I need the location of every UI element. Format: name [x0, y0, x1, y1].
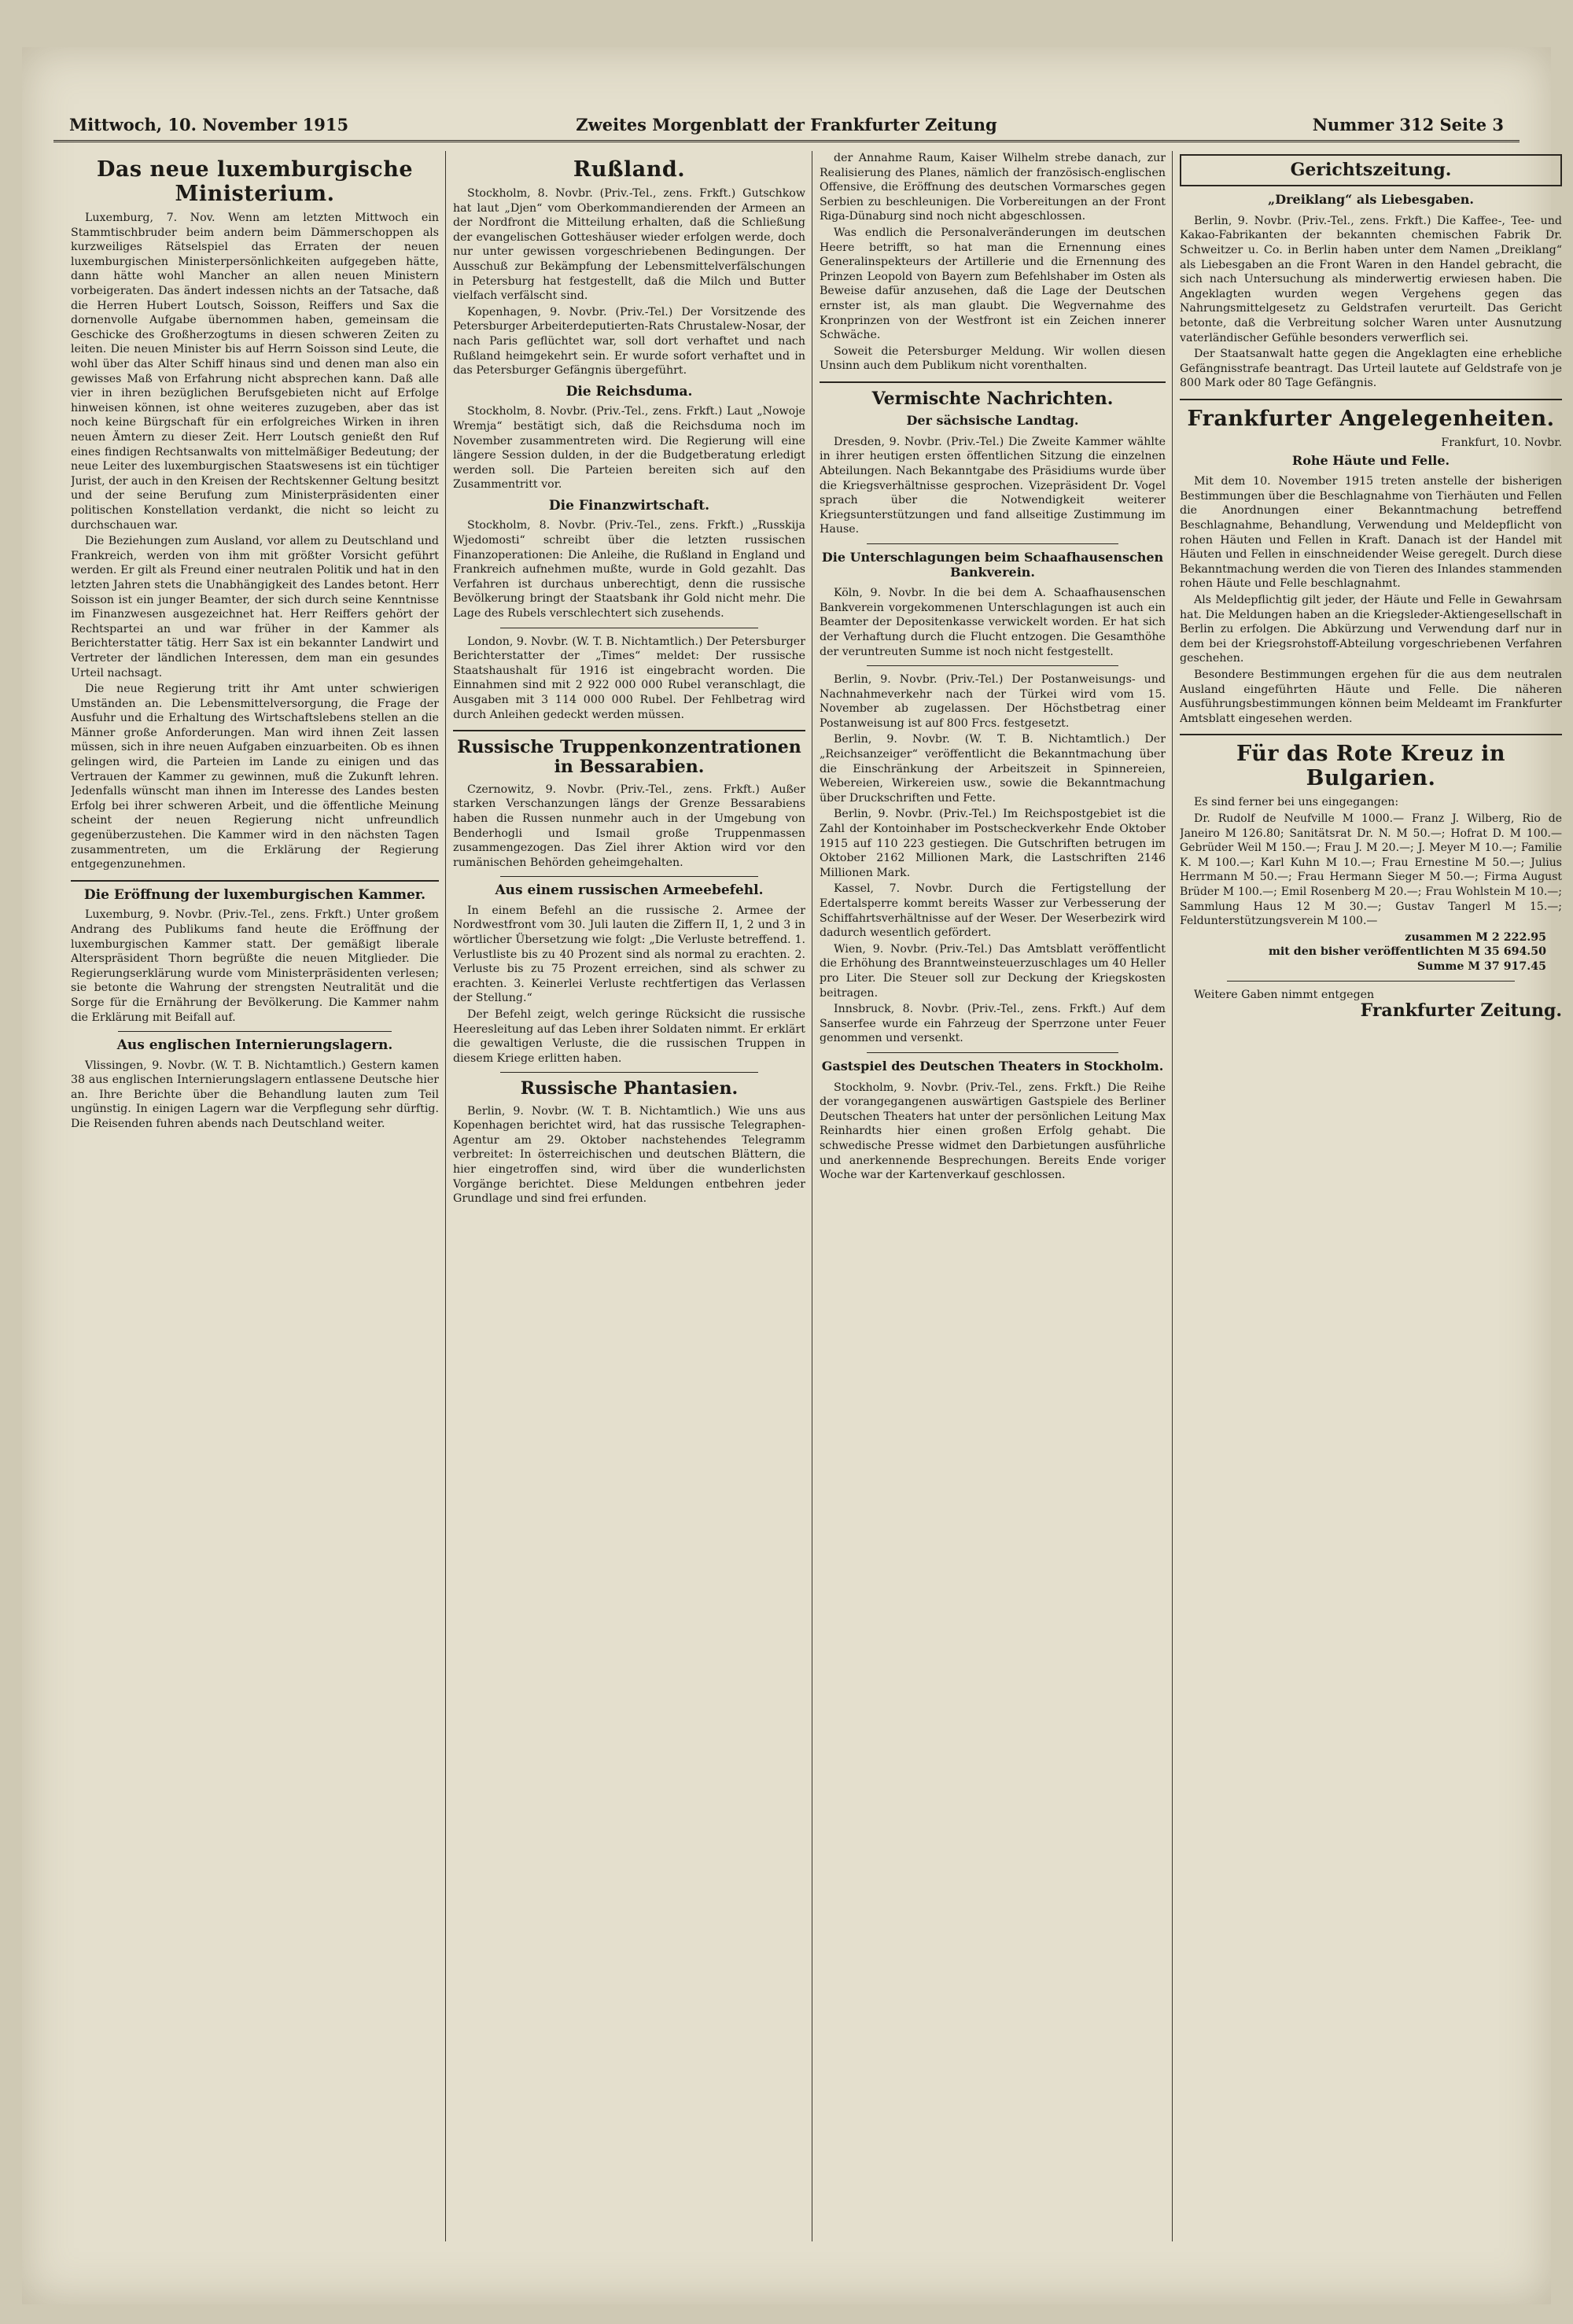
section-rule [867, 1052, 1118, 1053]
section-rule [500, 876, 758, 877]
column-1 [71, 151, 439, 2249]
article-subtitle: „Dreiklang“ als Liebesgaben. [1268, 192, 1474, 208]
article-title: Russische Truppenkonzentrationen in Bessarabien. [457, 737, 801, 778]
article-body: In einem Befehl an die russische 2. Armee der Nordwestfront vom 30. Juli lauten die Ziffern II, 1, 2 und 3 in wörtlicher Übersetzung wie folgt: „Die Verluste betreffend. 1. Verlustliste bis zu 40 Prozent sind als normal zu erachten. 2. Verluste bis zu 75 Prozent erreichen, sind als schwer zu erachten. 3. Keinerlei Verluste rechtfertigen das Verlassen der Stellung.“ [453, 904, 805, 1005]
section-rule [453, 730, 805, 731]
section-title: Vermischte Nachrichten. [871, 388, 1114, 409]
header-page-number: Nummer 312 Seite 3 [1312, 115, 1504, 134]
section-title: Gerichtszeitung. [1290, 160, 1452, 180]
section-rule [1180, 399, 1562, 400]
article-title: Die Eröffnung der luxemburgischen Kammer. [83, 886, 426, 903]
article-subtitle: Die Unterschlagungen beim Schaafhausenschen Bankverein. [821, 549, 1164, 580]
article-title: Russische Phantasien. [520, 1078, 739, 1099]
article-body: Vlissingen, 9. Novbr. (W. T. B. Nichtamtlich.) Gestern kamen 38 aus englischen Internierungslagern entlassene Deutsche hier an. Ihre Berichte über die Behandlung lauten zum Teil ungünstig. In einigen Lagern war die Verpflegung sehr dürftig. Die Reisenden fuhren abends nach Deutschland weiter. [71, 1059, 439, 1131]
donation-sum: Summe M 37 917.45 [1416, 959, 1546, 973]
section-title: Frankfurter Angelegenheiten. [1187, 407, 1555, 432]
dateline: Frankfurt, 10. Novbr. [1441, 436, 1562, 450]
article-body: Die Beziehungen zum Ausland, vor allem zu Deutschland und Frankreich, werden von ihm mit größter Vorsicht geführt werden. Er gilt als Freund einer neutralen Politik und hat in den letzten Jahren stets die Unabhängigkeit des Landes betont. Herr Soisson ist ein junger Beamter, der sich durch seine Kenntnisse im Finanzwesen ausgezeichnet hat. Herr Reiffers gehört der Rechtspartei an und war früher in der Kammer als Berichterstatter tätig. Herr Sax ist ein bekannter Landwirt und Vertreter der ländlichen Interessen, dem man ein gesundes Urteil nachsagt. [71, 535, 439, 680]
article-body: Luxemburg, 7. Nov. Wenn am letzten Mittwoch ein Stammtischbruder beim andern beim Dämmerschoppen als kurzweiliges Rätselspiel das Erraten der neuen luxemburgischen Ministerpersönlichkeiten aufgegeben hätte, dann hätte wohl Mancher an allen neuen Ministern vorbeigeraten. Das ändert indessen nichts an der Tatsache, daß die Herren Hubert Loutsch, Soisson, Reiffers und Sax die dornenvolle Aufgabe übernommen haben, gemeinsam die Geschicke des Großherzogtums in diesen schweren Zeiten zu leiten. Die neuen Minister bis auf Herrn Soisson sind Leute, die wohl über das Alter Schiff hinaus sind und denen man also ein gewisses Maß von Erfahrung nicht absprechen kann. Daß alle vier in ihren bezüglichen Berufsgebieten nicht auf Erfolge hinweisen können, ist ohne weiteres zuzugeben, aber das ist noch keine Bürgschaft für ein erfolgreiches Wirken in ihren neuen Ämtern zu dieser Zeit. Herr Loutsch genießt den Ruf eines findigen Rechtsanwalts von mittelmäßiger Bedeutung; der neue Leiter des luxemburgischen Staatswesens ist ein tüchtiger Jurist, der auch in den Kreisen der Rechtskenner Geltung besitzt und der seine Berufung zum Ministerpräsidenten einer politischen Konstellation verdankt, die nicht so leicht zu durchschauen war. [71, 212, 439, 532]
article-subtitle: Gastspiel des Deutschen Theaters in Stockholm. [821, 1058, 1164, 1074]
article-body: Die neue Regierung tritt ihr Amt unter schwierigen Umständen an. Die Lebensmittelversorgung, die Frage der Ausfuhr und die Erhaltung des Wirtschaftslebens stellen an die Männer große Anforderungen. Man wird ihnen Zeit lassen müssen, sich in ihre neuen Aufgaben einzuarbeiten. Ob es ihnen gelingen wird, die Parteien im Lande zu einigen und das Vertrauen der Kammer zu gewinnen, muß die Zukunft lehren. Jedenfalls wünscht man ihnen im Interesse des Landes besten Erfolg bei ihrer schweren Arbeit, und die öffentliche Meinung scheint der neuen Regierung nicht unfreundlich gegenüberzustehen. Die Kammer wird in den nächsten Tagen zusammentreten, um die Erklärung der Regierung entgegenzunehmen. [71, 683, 439, 871]
section-rule [867, 543, 1118, 544]
newspaper-page [22, 47, 1562, 2304]
header-date: Mittwoch, 10. November 1915 [69, 115, 349, 134]
article-body: Stockholm, 8. Novbr. (Priv.-Tel., zens. Frkft.) Laut „Nowoje Wremja“ bestätigt sich, daß die Reichsduma noch im November zusammentreten wird. Die Regierung will eine längere Session dulden, in der die Budgetberatung erledigt werden soll. Die Parteien bereiten sich auf den Zusammentritt vor. [453, 405, 805, 492]
article-body: Es sind ferner bei uns eingegangen: [1194, 796, 1399, 809]
section-rule [820, 381, 1166, 383]
article-title: Aus einem russischen Armeebefehl. [495, 882, 764, 899]
section-rule [118, 1031, 392, 1032]
section-rule [71, 880, 439, 882]
article-subtitle: Rohe Häute und Felle. [1291, 452, 1450, 468]
article-body: Kopenhagen, 9. Novbr. (Priv.-Tel.) Der Vorsitzende des Petersburger Arbeiterdeputierten-Rats Chrustalew-Nosar, der nach Paris geflüchtet war, soll dort verhaftet und nach Rußland heimgekehrt sein. Er wurde sofort verhaftet und in das Petersburger Gefängnis übergeführt. [453, 305, 805, 378]
article-body: London, 9. Novbr. (W. T. B. Nichtamtlich.) Der Petersburger Berichterstatter der „Times“ meldet: Der russische Staatshaushalt für 1916 ist eingebracht worden. Die Einnahmen sind mit 2 922 000 000 Rubel veranschlagt, die Ausgaben mit 3 114 000 000 Rubel. Der Fehlbetrag wird durch Anleihen gedeckt werden müssen. [453, 635, 805, 721]
article-body: Stockholm, 8. Novbr. (Priv.-Tel., zens. Frkft.) Gutschkow hat laut „Djen“ vom Oberkommandierenden der Armeen an der Nordfront die Mitteilung erhalten, daß die Schließung der evangelischen Gotteshäuser wieder erfolgen werde, doch nur unter gewissen vorgeschriebenen Bedingungen. Der Ausschuß zur Bekämpfung der Lebensmittelverfälschungen in Petersburg hat festgestellt, daß die Milch und Butter vielfach verfälscht sind. [453, 187, 805, 303]
section-rule [867, 665, 1118, 666]
header-paper-title: Zweites Morgenblatt der Frankfurter Zeitung [576, 115, 997, 134]
article-body: Kassel, 7. Novbr. Durch die Fertigstellung der Edertalsperre kommt bereits Wasser zur Verbesserung der Schiffahrtsverhältnisse auf der Weser. Der Weserbezirk wird dadurch wesentlich gefördert. [820, 882, 1166, 940]
article-title: Das neue luxemburgische Ministerium. [96, 157, 414, 207]
article-body: Stockholm, 9. Novbr. (Priv.-Tel., zens. Frkft.) Die Reihe der vorangegangenen auswärtigen Gastspiele des Berliner Deutschen Theaters hat unter der persönlichen Leitung Max Reinhardts hier einen großen Erfolg gehabt. Die schwedische Presse widmet den Darbietungen ausführliche und anerkennende Besprechungen. Bereits Ende voriger Woche war der Kartenverkauf geschlossen. [820, 1081, 1166, 1182]
article-body: Besondere Bestimmungen ergehen für die aus dem neutralen Ausland eingeführten Häute und Felle. Die näheren Ausführungsbestimmungen können beim Meldeamt im Frankfurter Amtsblatt eingesehen werden. [1180, 668, 1562, 725]
section-rule [1180, 734, 1562, 735]
article-body: Als Meldepflichtig gilt jeder, der Häute und Felle in Gewahrsam hat. Die Meldungen haben an die Kriegsleder-Aktiengesellschaft in Berlin zu erfolgen. Die Abkürzung und Verwendung darf nur in dem bei der Kriegsrohstoff-Abteilung vorgeschriebenen Verfahren geschehen. [1180, 594, 1562, 665]
article-title: Rußland. [573, 157, 686, 182]
section-title: Für das Rote Kreuz in Bulgarien. [1236, 742, 1506, 791]
section-box [1180, 154, 1562, 186]
article-body: Berlin, 9. Novbr. (Priv.-Tel.) Im Reichspostgebiet ist die Zahl der Kontoinhaber im Postscheckverkehr Ende Oktober 1915 auf 110 223 gestiegen. Die Gutschriften betrugen im Oktober 2162 Millionen Mark, die Lastschriften 2146 Millionen Mark. [820, 808, 1166, 879]
article-body: Czernowitz, 9. Novbr. (Priv.-Tel., zens. Frkft.) Außer starken Verschanzungen längs der Grenze Bessarabiens haben die Russen nunmehr auch in der Umgebung von Benderhogli und Ismail große Truppenmassen zusammengezogen. Das Ziel ihrer Aktion wird vor den rumänischen Behörden geheimgehalten. [453, 783, 805, 869]
article-body: Was endlich die Personalveränderungen im deutschen Heere betrifft, so hat man die Ernennung eines Generalinspekteurs der Artillerie und die Ernennung des Prinzen Leopold von Bayern zum Befehlshaber im Osten als Beweise dafür anzusehen, daß die Lage der Deutschen ernster ist, als man glaubt. Die Wegvernahme des Kronprinzen von der Westfront ist ein Zeichen innerer Schwäche. [820, 226, 1166, 342]
donation-previous: mit den bisher veröffentlichten M 35 694.50 [1268, 945, 1546, 959]
article-body: Der Befehl zeigt, welch geringe Rücksicht die russische Heeresleitung auf das Leben ihrer Soldaten nimmt. Er erklärt die gewaltigen Verluste, die die russischen Truppen in diesem Kriege erlitten haben. [453, 1008, 805, 1065]
article-body: Dresden, 9. Novbr. (Priv.-Tel.) Die Zweite Kammer wählte in ihrer heutigen ersten öffentlichen Sitzung die einzelnen Abteilungen. Nach Bekanntgabe des Präsidiums wurde über die Kriegsverhältnisse gesprochen. Vizepräsident Dr. Vogel sprach über die Notwendigkeit weiterer Kriegsunterstützungen und fand allseitige Zustimmung im Hause. [820, 435, 1166, 536]
article-body: Soweit die Petersburger Meldung. Wir wollen diesen Unsinn auch dem Publikum nicht vorenthalten. [820, 344, 1166, 373]
article-body: Berlin, 9. Novbr. (Priv.-Tel.) Der Postanweisungs- und Nachnahmeverkehr nach der Türkei wird vom 15. November ab zugelassen. Der Höchstbetrag einer Postanweisung ist auf 800 Frcs. festgesetzt. [820, 673, 1166, 730]
column-divider [445, 151, 446, 2241]
article-body: der Annahme Raum, Kaiser Wilhelm strebe danach, zur Realisierung des Planes, nämlich der französisch-englischen Offensive, die Eröffnung des deutschen Vormarsches gegen Serbien zu beschleunigen. Die Vorbereitungen an der Front Riga-Dünaburg sind noch nicht abgeschlossen. [820, 152, 1166, 223]
footer-organization: Frankfurter Zeitung. [1360, 1000, 1562, 1022]
column-2 [453, 151, 805, 2249]
article-subtitle: Die Finanzwirtschaft. [548, 497, 710, 514]
article-body: Berlin, 9. Novbr. (W. T. B. Nichtamtlich.) Der „Reichsanzeiger“ veröffentlicht die Bekanntmachung über die Einschränkung der Arbeitszeit in Spinnereien, Webereien, Wirkereien usw., sowie die Bekanntmachung über Druckschriften und Fette. [820, 733, 1166, 805]
donation-list: Dr. Rudolf de Neufville M 1000.— Franz J. Wilberg, Rio de Janeiro M 126.80; Sanitätsrat Dr. N. M 50.—; Hofrat D. M 100.— Gebrüder Weil M 150.—; Frau J. M 20.—; J. Meyer M 10.—; Familie K. M 100.—; Karl Kuhn M 10.—; Frau Ernestine M 50.—; Julius Herrmann M 50.—; Frau Hermann Sieger M 50.—; Firma August Brüder M 100.—; Emil Rosenberg M 20.—; Frau Wohlstein M 10.—; Sammlung Haus 12 M 30.—; Gustav Tangerl M 15.—; Feldunterstützungsverein M 100.— [1180, 812, 1562, 928]
article-body: Köln, 9. Novbr. In die bei dem A. Schaafhausenschen Bankverein vorgekommenen Unterschlagungen ist auch ein Beamter der Depositenkasse verwickelt worden. Er hat sich der Verhaftung durch die Flucht entzogen. Die Gesamthöhe der veruntreuten Summe ist noch nicht festgestellt. [820, 587, 1166, 658]
section-rule [1227, 981, 1515, 982]
donation-subtotal: zusammen M 2 222.95 [1405, 930, 1546, 944]
article-body: Mit dem 10. November 1915 treten anstelle der bisherigen Bestimmungen über die Beschlagnahme von Tierhäuten und Fellen die Anordnungen einer Bekanntmachung betreffend Beschlagnahme, Behandlung, Verwendung und Meldepflicht von rohen Häuten und Fellen in Kraft. Danach ist der Handel mit Häuten und Fellen in einschneidender Weise geregelt. Durch diese Bekanntmachung werden die von Tieren des Inlandes stammenden rohen Häute und Felle beschlagnahmt. [1180, 475, 1562, 591]
article-body: Berlin, 9. Novbr. (Priv.-Tel., zens. Frkft.) Die Kaffee-, Tee- und Kakao-Fabrikanten der bekannten chemischen Fabrik Dr. Schweitzer u. Co. in Berlin haben unter dem Namen „Dreiklang“ als Liebesgaben an die Front Waren in den Handel gebracht, die sich nach Untersuchung als minderwertig erwiesen haben. Die Angeklagten wurden wegen Vergehens gegen das Nahrungsmittelgesetz zu Geldstrafen verurteilt. Das Gericht betonte, daß die Verbreitung solcher Waren unter Ausnutzung vaterländischer Gefühle besonders verwerflich sei. [1180, 214, 1562, 344]
article-body: Berlin, 9. Novbr. (W. T. B. Nichtamtlich.) Wie uns aus Kopenhagen berichtet wird, hat das russische Telegraphen-Agentur am 29. Oktober nachstehendes Telegramm verbreitet: In österreichischen und deutschen Blättern, die hier eingetroffen sind, wird über die wunderlichsten Vorgänge berichtet. Diese Meldungen entbehren jeder Grundlage und sind frei erfunden. [453, 1104, 805, 1206]
article-body: Wien, 9. Novbr. (Priv.-Tel.) Das Amtsblatt veröffentlicht die Erhöhung des Branntweinsteuerzuschlages um 40 Heller pro Liter. Die Steuer soll zur Deckung der Kriegskosten beitragen. [820, 942, 1166, 1000]
column-divider [1172, 151, 1173, 2241]
column-4 [1180, 151, 1562, 2249]
column-3 [820, 151, 1166, 2249]
article-subtitle: Der sächsische Landtag. [906, 413, 1079, 429]
article-title: Aus englischen Internierungslagern. [116, 1037, 393, 1054]
article-body: Der Staatsanwalt hatte gegen die Angeklagten eine erhebliche Gefängnisstrafe beantragt. Das Urteil lautete auf Geldstrafe von je 800 Mark oder 80 Tage Gefängnis. [1180, 348, 1562, 390]
article-body: Innsbruck, 8. Novbr. (Priv.-Tel., zens. Frkft.) Auf dem Sanserfee wurde ein Fahrzeug der Sperrzone unter Feuer genommen und versenkt. [820, 1003, 1166, 1045]
article-body: Luxemburg, 9. Novbr. (Priv.-Tel., zens. Frkft.) Unter großem Andrang des Publikums fand heute die Eröffnung der luxemburgischen Kammer statt. Der gemäßigt liberale Alterspräsident Thorn begrüßte die neuen Mitglieder. Die Regierungserklärung wurde vom Ministerpräsidenten verlesen; sie betonte die Wahrung der strengsten Neutralität und die Sorge für die Ernährung der Bevölkerung. Die Kammer nahm die Erklärung mit Beifall auf. [71, 908, 439, 1024]
section-rule [500, 1072, 758, 1073]
page-header [53, 109, 1520, 142]
article-body: Stockholm, 8. Novbr. (Priv.-Tel., zens. Frkft.) „Russkija Wjedomosti“ schreibt über die letzten russischen Finanzoperationen: Die Anleihe, die Rußland in England und Frankreich aufnehmen mußte, wurde in Gold gezahlt. Das Verfahren ist durchaus unberechtigt, denn die russische Bevölkerung bringt der Staatsbank ihr Gold nicht mehr. Die Lage des Rubels verschlechtert sich zusehends. [453, 519, 805, 620]
article-subtitle: Die Reichsduma. [565, 383, 693, 400]
footer-note: Weitere Gaben nimmt entgegen [1194, 988, 1375, 1001]
